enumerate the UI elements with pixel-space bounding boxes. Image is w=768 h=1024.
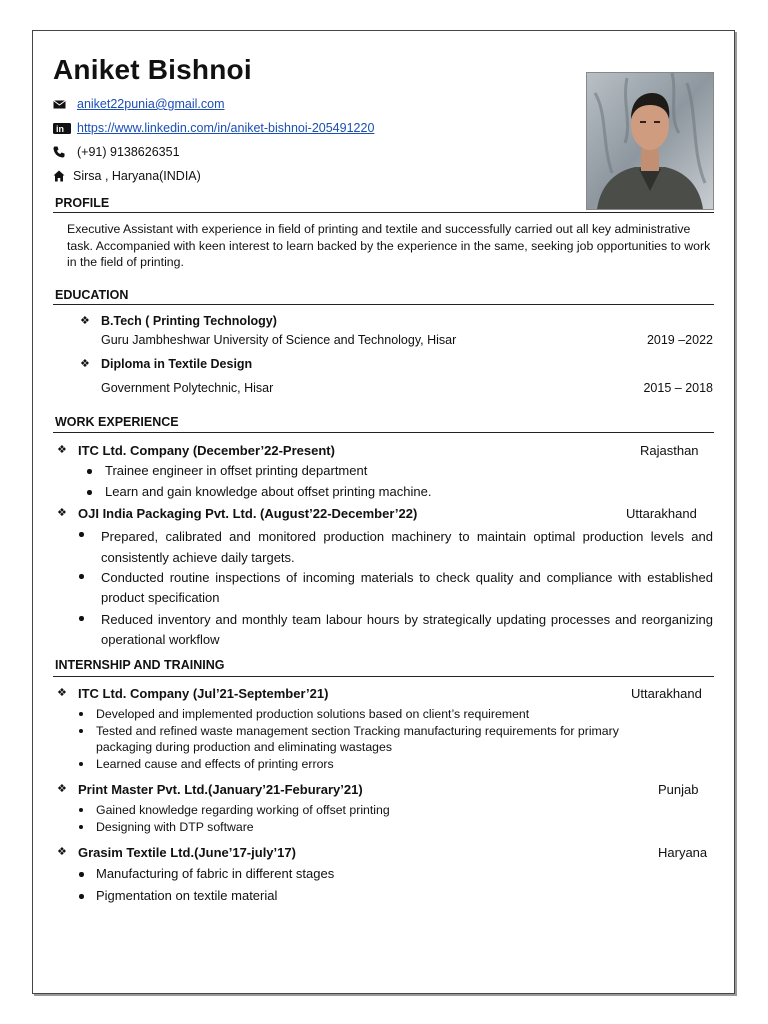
section-divider: [53, 676, 714, 677]
internship-title: Grasim Textile Ltd.(June’17-july’17): [78, 845, 296, 860]
internship-bullet-continuation: packaging during production and eliminating wastages: [96, 740, 393, 754]
bullet-dot: [79, 825, 83, 829]
education-years: 2015 – 2018: [643, 381, 713, 395]
diamond-bullet-icon: ❖: [80, 358, 90, 370]
bullet-dot: [79, 616, 84, 621]
envelope-icon: [53, 100, 73, 109]
svg-text:in: in: [56, 123, 64, 134]
job-bullet: Learn and gain knowledge about offset printing machine.: [105, 484, 432, 499]
job-bullet: Reduced inventory and monthly team labour hours by strategically updating processes and reorganizing operational workflow: [101, 612, 713, 647]
diamond-bullet-icon: ❖: [57, 783, 67, 795]
internship-bullet: Gained knowledge regarding working of offset printing: [96, 803, 390, 817]
bullet-dot: [79, 872, 84, 877]
internship-bullet: Manufacturing of fabric in different stages: [96, 866, 335, 881]
internship-bullet: Pigmentation on textile material: [96, 888, 278, 903]
bullet-dot: [79, 762, 83, 766]
internship-heading: INTERNSHIP AND TRAINING: [55, 658, 225, 672]
linkedin-link[interactable]: https://www.linkedin.com/in/aniket-bishnoi-205491220: [77, 121, 375, 135]
contact-linkedin: [53, 121, 374, 135]
home-icon: [53, 170, 69, 182]
job-bullet: Prepared, calibrated and monitored production machinery to maintain optimal production levels and consistently achieve daily targets.: [101, 529, 713, 565]
section-divider: [53, 432, 714, 433]
internship-bullet: Tested and refined waste management section Tracking manufacturing requirements for primary: [96, 724, 619, 738]
phone-icon: [53, 146, 73, 158]
bullet-dot: [79, 894, 84, 899]
bullet-dot: [87, 469, 92, 474]
job-title: ITC Ltd. Company (December’22-Present): [78, 443, 335, 458]
diamond-bullet-icon: ❖: [57, 444, 67, 456]
bullet-dot: [79, 729, 83, 733]
profile-summary: Executive Assistant with experience in field of printing and textile and successfully carried out all key administrative task. Accompanied with keen interest to learn backed by the experience in the same, seeking job opportunities to work in the field of printing.: [67, 222, 711, 269]
address-text: Sirsa , Haryana(INDIA): [73, 169, 201, 183]
linkedin-icon: [53, 123, 73, 134]
job-location: Uttarakhand: [626, 506, 697, 521]
bullet-dot: [79, 532, 84, 537]
education-heading: EDUCATION: [55, 288, 129, 302]
contact-address: [53, 169, 201, 183]
bullet-dot: [87, 490, 92, 495]
diamond-bullet-icon: ❖: [57, 846, 67, 858]
internship-location: Punjab: [658, 782, 699, 797]
bullet-dot: [79, 808, 83, 812]
diamond-bullet-icon: ❖: [57, 507, 67, 519]
internship-bullet: Designing with DTP software: [96, 820, 254, 834]
profile-photo: [586, 72, 714, 210]
education-institute: Guru Jambheshwar University of Science and Technology, Hisar: [101, 333, 457, 347]
diamond-bullet-icon: ❖: [80, 315, 90, 327]
internship-bullet: Learned cause and effects of printing errors: [96, 757, 334, 771]
education-years: 2019 –2022: [646, 333, 713, 347]
internship-title: Print Master Pvt. Ltd.(January’21-Feburary’21): [78, 782, 363, 797]
education-degree: Diploma in Textile Design: [101, 357, 253, 371]
internship-location: Haryana: [658, 845, 708, 860]
bullet-dot: [79, 574, 84, 579]
contact-email: [53, 97, 225, 111]
section-divider: [53, 212, 714, 213]
education-degree: B.Tech ( Printing Technology): [101, 314, 277, 328]
profile-heading: PROFILE: [55, 196, 110, 210]
internship-title: ITC Ltd. Company (Jul’21-September’21): [78, 686, 329, 701]
job-bullet: Conducted routine inspections of incoming materials to check quality and compliance with established product specification: [101, 570, 713, 605]
diamond-bullet-icon: ❖: [57, 687, 67, 699]
email-link[interactable]: aniket22punia@gmail.com: [77, 97, 225, 111]
education-institute: Government Polytechnic, Hisar: [101, 381, 274, 395]
bullet-dot: [79, 712, 83, 716]
work-heading: WORK EXPERIENCE: [55, 415, 179, 429]
job-location: Rajasthan: [640, 443, 699, 458]
internship-bullet: Developed and implemented production solutions based on client’s requirement: [96, 707, 530, 721]
section-divider: [53, 304, 714, 305]
candidate-name: Aniket Bishnoi: [53, 54, 252, 85]
job-title: OJI India Packaging Pvt. Ltd. (August’22-December’22): [78, 506, 418, 521]
contact-phone: [53, 145, 180, 159]
internship-location: Uttarakhand: [631, 686, 702, 701]
phone-number: (+91) 9138626351: [77, 145, 180, 159]
job-bullet: Trainee engineer in offset printing department: [105, 463, 368, 478]
